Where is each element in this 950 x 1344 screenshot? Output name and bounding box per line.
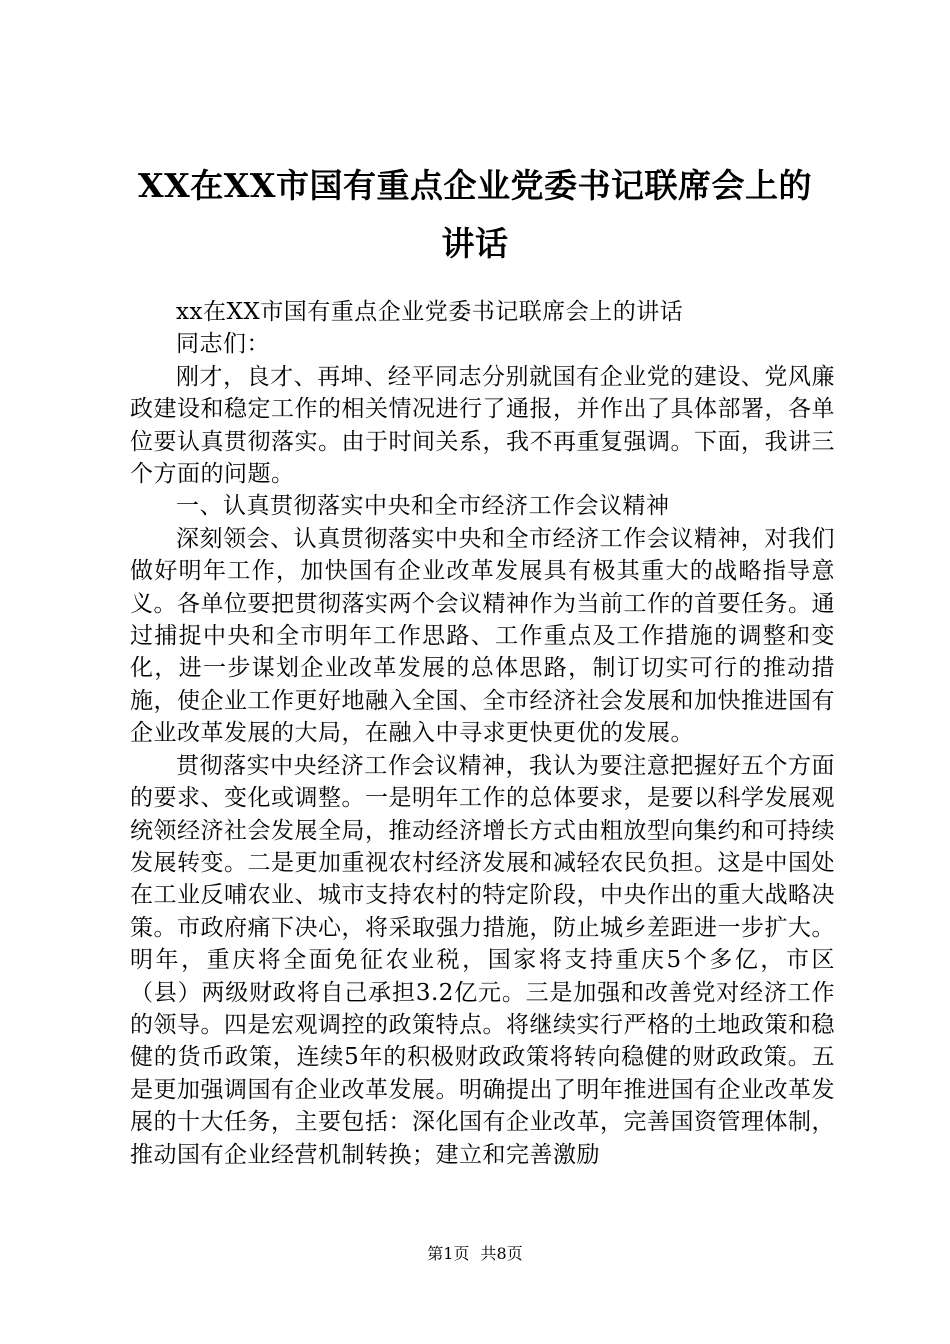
page-total: 共8页 (480, 1244, 523, 1263)
document-body (130, 296, 835, 1171)
section-heading-1: 一、认真贯彻落实中央和全市经济工作会议精神 (176, 493, 670, 520)
salutation-paragraph: 同志们： (176, 331, 270, 358)
subtitle-paragraph: xx在XX市国有重点企业党委书记联席会上的讲话 (176, 299, 684, 325)
body-paragraph: 贯彻落实中央经济工作会议精神，我认为要注意把握好五个方面的要求、变化或调整。一是明年工作的总体要求，是要以科学发展观统领经济社会发展全局，推动经济增长方式由粗放型向集约和可持续发展转变。二是更加重视农村经济发展和减轻农民负担。这是中国处在工业反哺农业、城市支持农村的特定阶段，中央作出的重大战略决策。市政府痛下决心，将采取强力措施，防止城乡差距进一步扩大。明年，重庆将全面免征农业税，国家将支持重庆5个多亿，市区（县）两级财政将自己承担3.2亿元。三是加强和改善党对经济工作的领导。四是宏观调控的政策特点。将继续实行严格的土地政策和稳健的货币政策，连续5年的积极财政政策将转向稳健的财政政策。五是更加强调国有企业改革发展。明确提出了明年推进国有企业改革发展的十大任务，主要包括：深化国有企业改革，完善国资管理体制，推动国有企业经营机制转换；建立和完善激励 (130, 752, 835, 1168)
intro-paragraph: 刚才，良才、再坤、经平同志分别就国有企业党的建设、党风廉政建设和稳定工作的相关情况进行了通报，并作出了具体部署，各单位要认真贯彻落实。由于时间关系，我不再重复强调。下面，我讲三个方面的问题。 (130, 363, 835, 488)
document-title-line-1: XX在XX市国有重点企业党委书记联席会上的 (138, 166, 812, 205)
page-footer (0, 1244, 950, 1264)
page-number: 第1页 (427, 1244, 470, 1263)
document-title-line-2: 讲话 (441, 224, 509, 263)
body-paragraph: 深刻领会、认真贯彻落实中央和全市经济工作会议精神，对我们做好明年工作，加快国有企业改革发展具有极其重大的战略指导意义。各单位要把贯彻落实两个会议精神作为当前工作的首要任务。通过捕捉中央和全市明年工作思路、工作重点及工作措施的调整和变化，进一步谋划企业改革发展的总体思路，制订切实可行的推动措施，使企业工作更好地融入全国、全市经济社会发展和加快推进国有企业改革发展的大局，在融入中寻求更快更优的发展。 (130, 525, 835, 747)
